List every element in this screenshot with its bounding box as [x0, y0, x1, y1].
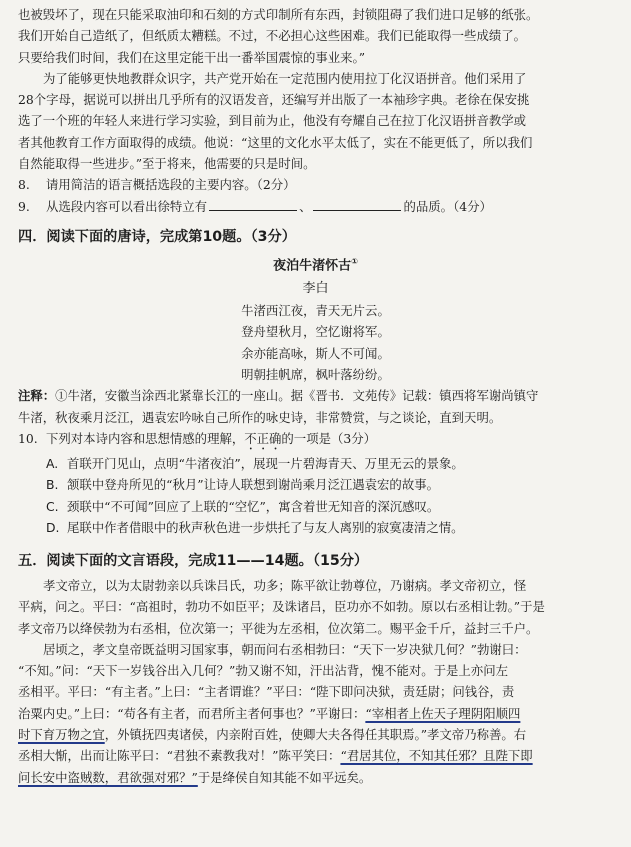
separator: 、	[299, 198, 312, 214]
passage-line: 丞相平。平曰：“有主者。”上曰：“主者谓谁？”平曰：“陛下即问决狱，责廷尉；问钱谷，责	[18, 684, 515, 700]
passage-line: 28个字母，据说可以拼出几乎所有的汉语发音，还编写并出版了一本袖珍字典。老徐在保安挑	[18, 92, 530, 108]
section-5-heading: 五．阅读下面的文言语段，完成11——14题。（15分）	[18, 552, 369, 569]
option-b[interactable]	[18, 474, 613, 496]
poem-title	[18, 251, 613, 277]
passage-line: 居顷之，孝文皇帝既益明习国家事，朝而问右丞相勃曰：“天下一岁决狱几何？”勃谢曰：	[43, 641, 527, 657]
passage-line: 孝文帝乃以绛侯勃为右丞相，位次第一；平徙为左丞相，位次第二。赐平金千斤，益封三千户。	[18, 620, 539, 636]
option-letter: A.	[46, 455, 59, 471]
passage-line: 者其他教育工作方面取得的成绩。他说：“这里的文化水平太低了，实在不能更低了，所以我们	[18, 134, 533, 150]
note-text: ①牛渚，安徽当涂西北紧靠长江的一座山。据《晋书．文苑传》记载：镇西将军谢尚镇守	[55, 388, 539, 404]
passage-text: 治粟内史。”上曰：“苟各有主者，而君所主者何事也？”平谢曰：	[18, 705, 366, 721]
question-text: 请用简洁的语言概括选段的主要内容。（2分）	[46, 177, 296, 193]
question-9	[18, 196, 613, 218]
passage-line	[18, 767, 613, 788]
option-letter: C.	[46, 498, 59, 514]
passage-line: 自然能取得一些进步。”至于将来，他需要的只是时间。	[18, 156, 316, 172]
passage-line	[18, 703, 613, 724]
question-text: 从选段内容可以看出徐特立有	[46, 198, 208, 214]
option-d[interactable]	[18, 517, 613, 539]
passage-line: 孝文帝立，以为太尉勃亲以兵诛吕氏，功多；陈平欲让勃尊位，乃谢病。孝文帝初立，怪	[43, 577, 527, 593]
passage-continuation	[18, 4, 613, 174]
poem-note-continued: 牛渚，秋夜乘月泛江，遇袁宏吟咏自己所作的咏史诗，非常赞赏，与之谈论，直到天明。	[18, 409, 502, 425]
poem-line: 明朝挂帆席，枫叶落纷纷。	[241, 366, 390, 382]
option-a[interactable]	[18, 453, 613, 475]
answer-blank[interactable]	[313, 198, 401, 211]
passage-line: 我们开始自己造纸了，但纸质太糟糕。不过，不必担心这些困难。我们已能取得一些成绩了。	[18, 28, 527, 44]
poem-note	[18, 385, 613, 406]
question-text-end: 的一项是（3分）	[281, 430, 377, 446]
question-number: 9.	[18, 198, 30, 214]
emphasis-text: 不正确	[244, 430, 282, 446]
passage-line: 只要给我们时间，我们在这里定能干出一番举国震惊的事业来。”	[18, 49, 366, 65]
question-10	[18, 428, 613, 453]
question-text-end: 的品质。（4分）	[403, 198, 492, 214]
passage-line: 平病，问之。平曰：“高祖时，勃功不如臣平；及诛诸吕，臣功亦不如勃。原以右丞相让勃。”于是	[18, 599, 545, 615]
answer-blank[interactable]	[209, 198, 297, 211]
poem-title-text: 夜泊牛渚怀古	[273, 258, 352, 274]
poem-line: 登舟望秋月，空忆谢将军。	[241, 324, 390, 340]
underlined-sentence: 时下育万物之宜	[18, 727, 105, 742]
poem-line: 余亦能高咏，斯人不可闻。	[241, 345, 390, 361]
passage-line: “不知。”问：“天下一岁钱谷出入几何？”勃又谢不知，汗出沾背，愧不能对。于是上亦问左	[18, 663, 508, 679]
passage-line: 为了能够更快地教群众识字，共产党开始在一定范围内使用拉丁化汉语拼音。他们采用了	[43, 70, 527, 86]
note-label: 注释：	[18, 388, 56, 404]
option-letter: B.	[46, 477, 59, 493]
poem-line: 牛渚西江夜，青天无片云。	[241, 302, 390, 318]
question-number: 10.	[18, 430, 38, 446]
section-4-heading: 四．阅读下面的唐诗，完成第10题。（3分）	[18, 229, 296, 246]
question-8	[18, 174, 613, 196]
footnote-mark: ①	[351, 257, 358, 267]
poem-author: 李白	[302, 280, 329, 296]
underlined-sentence: “君居其位，不知其任邪？且陛下即	[340, 748, 533, 764]
option-text: 首联开门见山，点明“牛渚夜泊”，展现一片碧海青天、万里无云的景象。	[67, 455, 464, 471]
underlined-sentence: “宰相者上佐天子理阴阳顺四	[365, 705, 521, 721]
underlined-sentence: 问长安中盗贼数，君欲强对邪？”	[18, 769, 198, 785]
option-c[interactable]	[18, 496, 613, 518]
option-text: 尾联中作者借眼中的秋声秋色进一步烘托了与友人离别的寂寞凄清之情。	[67, 520, 464, 536]
passage-line	[18, 724, 613, 745]
passage-line	[18, 745, 613, 766]
passage-line: 选了一个班的年轻人来进行学习实验，到目前为止，他没有夸耀自己在拉丁化汉语拼音教学或	[18, 113, 527, 129]
passage-line: 也被毁坏了，现在只能采取油印和石刻的方式印制所有东西，封锁阻碍了我们进口足够的纸张。	[18, 7, 539, 22]
passage-text: 于是绛侯自知其能不如平远矣。	[197, 769, 372, 785]
question-text: 下列对本诗内容和思想情感的理解，	[46, 430, 245, 446]
passage-text: ，外镇抚四夷诸侯，内亲附百姓，使卿大夫各得任其职焉。”孝文帝乃称善。右	[104, 727, 527, 742]
classical-passage	[18, 575, 613, 788]
option-text: 颈联中“不可闻”回应了上联的“空忆”，寓含着世无知音的深沉感叹。	[67, 498, 440, 514]
option-text: 颔联中登舟所见的“秋月”让诗人联想到谢尚乘月泛江遇袁宏的故事。	[67, 477, 439, 493]
option-letter: D.	[46, 520, 60, 536]
passage-text: 丞相大惭，出而让陈平曰：“君独不素教我对！”陈平笑曰：	[18, 748, 341, 764]
question-number: 8.	[18, 177, 30, 193]
